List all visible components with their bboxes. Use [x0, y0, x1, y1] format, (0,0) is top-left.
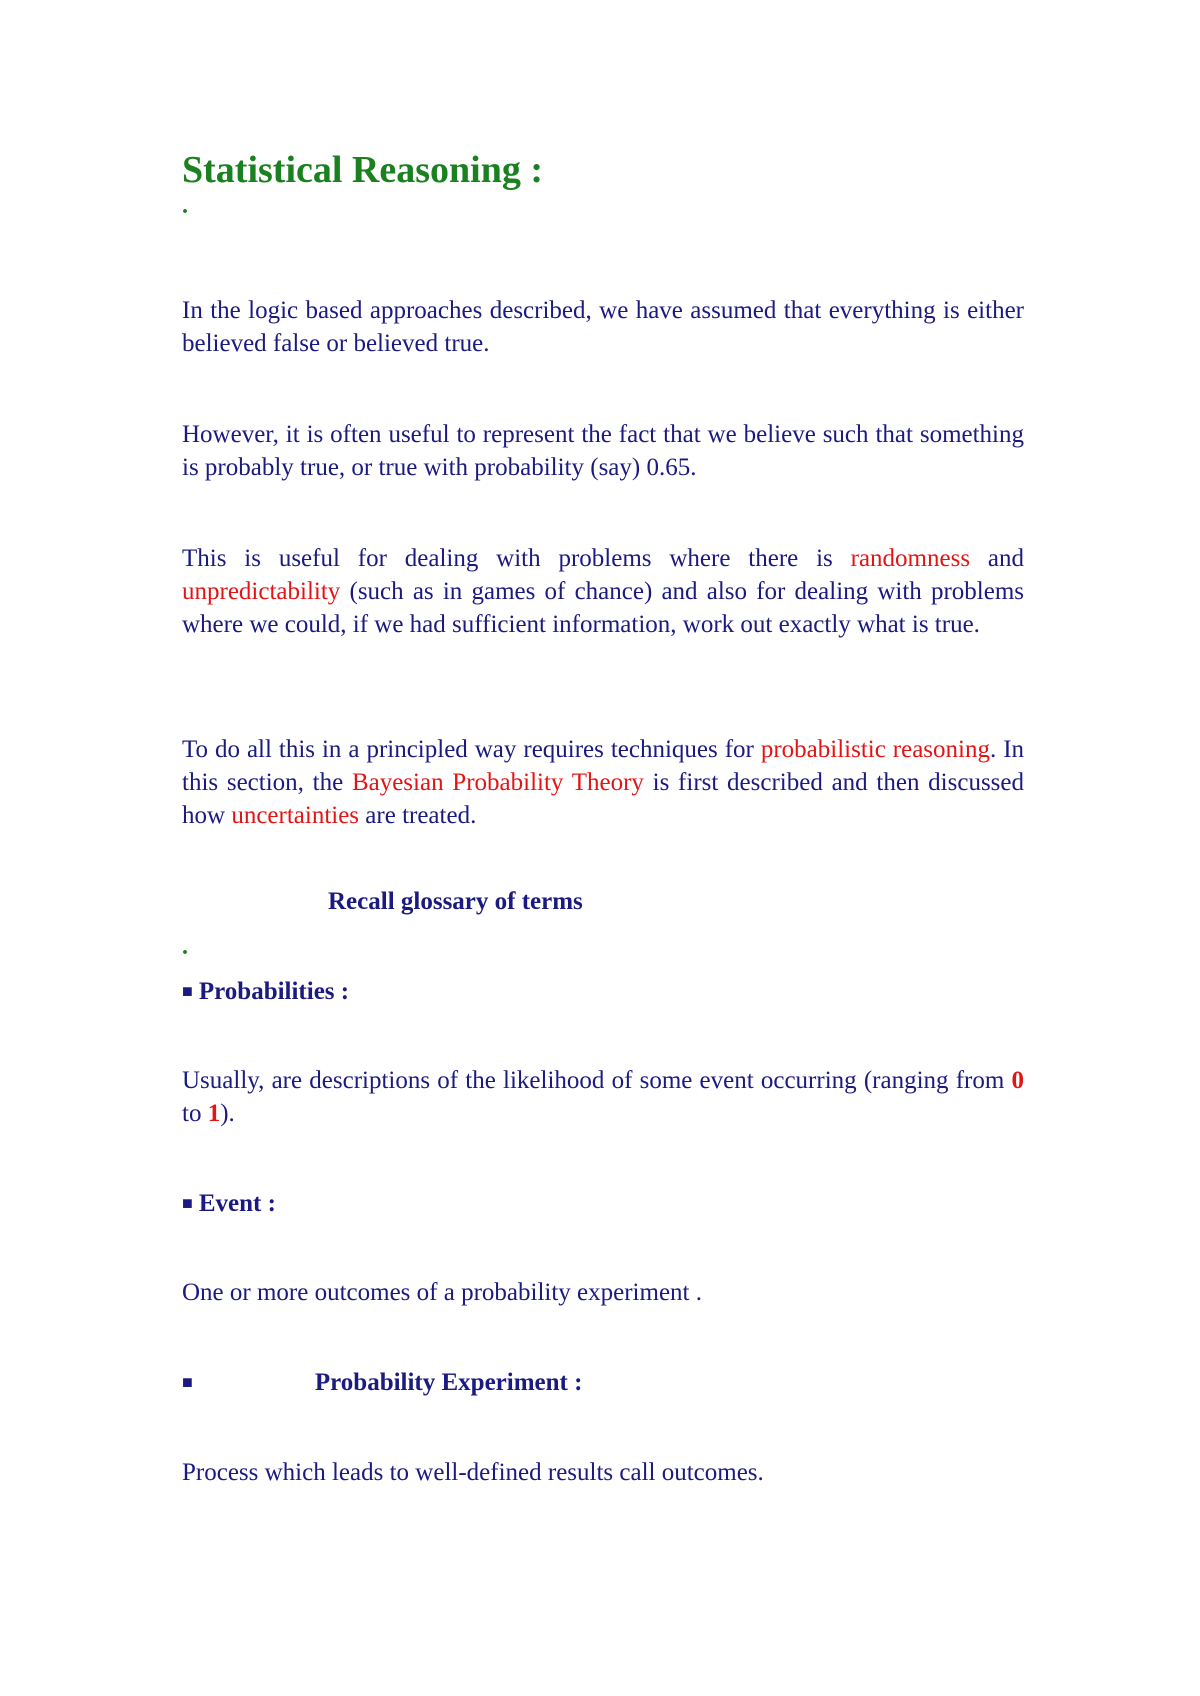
term-label-event: Event : [198, 1190, 276, 1217]
page-title: Statistical Reasoning : [182, 149, 543, 191]
value-one: 1 [207, 1100, 221, 1127]
term-heading-event [182, 1187, 1024, 1222]
square-bullet-icon: ■ [182, 1193, 193, 1213]
p3-text-e: (such as in games of chance) and also for dealing with problems where we could, if we had sufficient information, work out exactly what is true. [182, 578, 1025, 638]
value-zero: 0 [1011, 1067, 1024, 1094]
term-uncertainties: uncertainties [231, 802, 360, 829]
definition-experiment: Process which leads to well-defined results call outcomes. [182, 1459, 764, 1486]
def-end: ). [220, 1100, 235, 1127]
term-bayesian-probability-theory: Bayesian Probability Theory [351, 769, 644, 796]
def-probabilities-text: Usually, are descriptions of the likelihood of some event occurring (ranging from [182, 1067, 1005, 1094]
p4-text-g: are treated. [365, 802, 477, 829]
p3-text-c: and [987, 545, 1025, 572]
definition-probabilities [182, 1064, 1024, 1130]
p3-text-a: This is useful for dealing with problems where there is [182, 545, 833, 572]
term-label-probabilities: Probabilities : [198, 978, 350, 1005]
term-label-experiment: Probability Experiment : [314, 1369, 583, 1396]
paragraph-randomness [182, 542, 1024, 641]
term-heading-probabilities [182, 975, 1024, 1010]
square-bullet-icon: ■ [182, 981, 193, 1001]
separator-dot-2: . [182, 934, 188, 960]
p4-text-c: . In this section, the [182, 736, 1025, 796]
paragraph-bayesian [182, 733, 1024, 832]
glossary-heading: Recall glossary of terms [328, 888, 583, 915]
separator-dot: . [182, 193, 188, 219]
square-bullet-icon: ■ [182, 1372, 193, 1392]
term-unpredictability: unpredictability [182, 578, 341, 605]
def-to: to [182, 1100, 202, 1127]
paragraph-intro: In the logic based approaches described, we have assumed that everything is either believed false or believed true. [182, 297, 1024, 357]
p4-text-a: To do all this in a principled way requires techniques for [182, 736, 754, 763]
definition-event: One or more outcomes of a probability experiment . [182, 1279, 702, 1306]
p4-text-e: is first described and then discussed how [182, 769, 1025, 829]
paragraph-probability: However, it is often useful to represent the fact that we believe such that something is probably true, or true with probability (say) 0.65. [182, 421, 1024, 481]
term-probabilistic-reasoning: probabilistic reasoning [760, 736, 990, 763]
term-randomness: randomness [850, 545, 971, 572]
term-heading-experiment [182, 1366, 1024, 1401]
